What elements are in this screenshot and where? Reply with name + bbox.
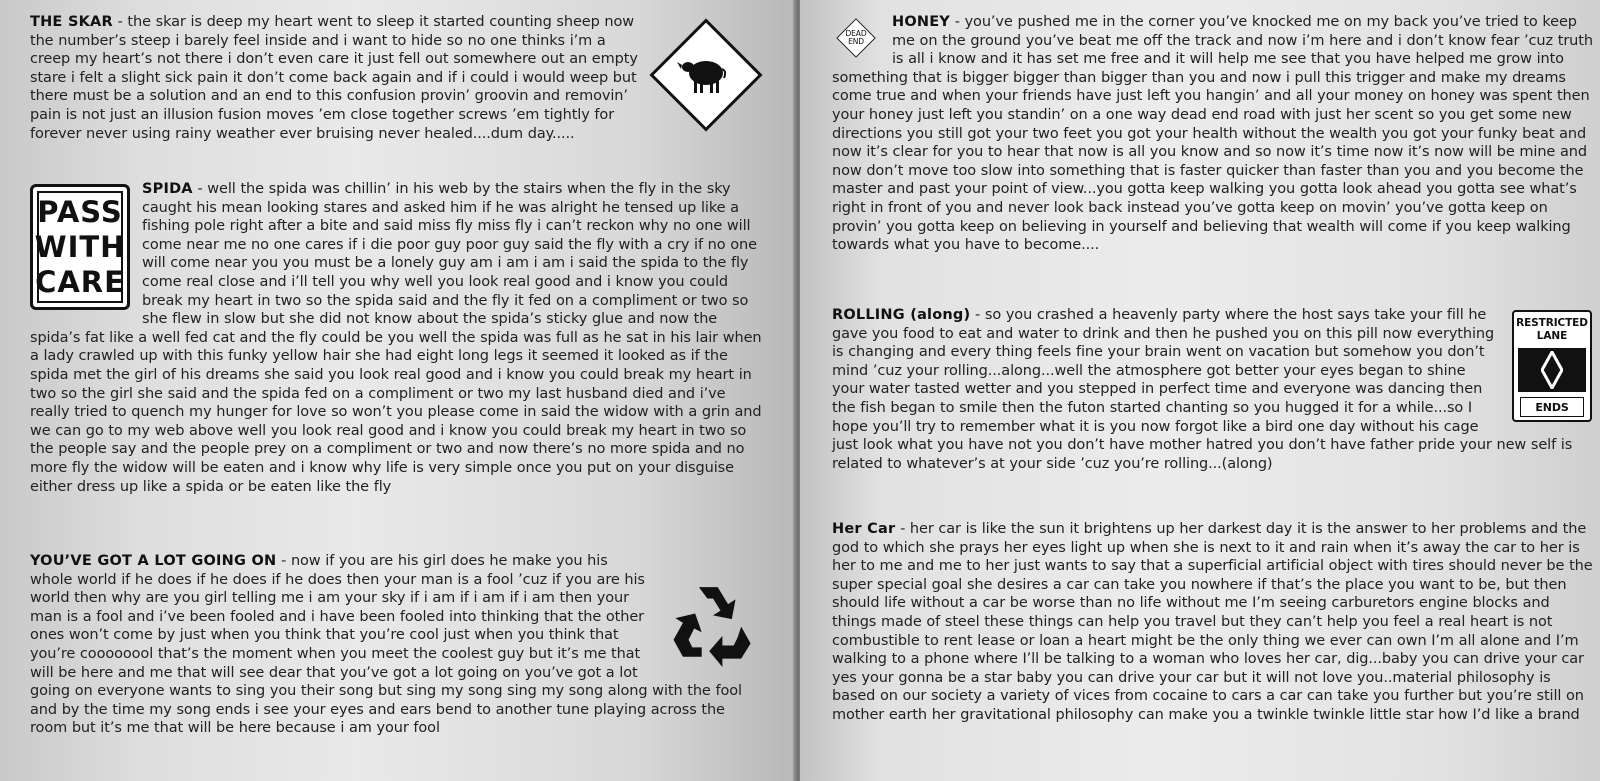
sheep-icon [676, 53, 736, 97]
song-title: YOU’VE GOT A LOT GOING ON [30, 553, 277, 569]
sign-line: LANE [1536, 330, 1568, 342]
song-spida: PASS WITH CARE SPIDA - well the spida was chillin’ in his web by the stairs when the fly in the sky caught his mean looking stares and asked him if he was alright he tensed up like a fishing pole right after a bite and said miss fly miss fly i can’t reckon why no one will come near me no one cares if i die poor guy poor guy said the fly with a cry if no one will come near you you must be a lonely guy am i am i am i said the spida to the fly come real close and i’ll tell you why well you look real good and i know you could break my heart in two so the spida said and the fly it fed on a compliment or two so she flew in slow but she did not know about the spida’s sticky glue and now the spida’s fat like a well fed cat and the fly could be you well the spida was full as he sat in his lair when a lady crawled up with this funky yellow hair she had eight long legs it seemed it looked as if the spida met the girl of his dreams she said you look real good and i know you could break my heart in two so the girl she said and the spida fed on a compliment or two my last husband died and i’ve really tried to quench my hunger for love so won’t you please come in said the widow with a grin and we can go to my web above well you look real good and i know you could break my heart in two so the people say and the people prey on a compliment or two and now there’s no more spida and no more fly the widow will be eaten and i know why life is very simple once you put on your disguise either dress up like a spida or be eaten like the fly [30, 181, 762, 495]
sign-line: RESTRICTED [1516, 317, 1588, 329]
song-title: THE SKAR [30, 14, 113, 30]
song-title: Her Car [832, 521, 896, 537]
song-lyrics: now if you are his girl does he make you his whole world if he does if he does if he does then your man is a fool ’cuz if you are his world then why are you girl telling me i am your sky if i am if i am if i am then your man is a fool and i’ve been fooled and i have been fooled into thinking that the other ones won’t come by just when you think that you’re cool just when you think that you’re coooooool that’s the moment when you meet the coolest guy but it’s me that will be here and me that will see dear that you’ve got a lot going on you’ve got a lot going on everyone wants to sing you their song but sing my song sing my song along with the fool and by the time my song ends i see your eyes and ears bend to another tune playing across the room but it’s me that will be here because i am your fool [30, 553, 742, 737]
recycle-symbol [648, 552, 760, 680]
song-her-car: Her Car - her car is like the sun it brightens up her darkest day it is the answer to her problems and the god to which she prays her eyes light up when she is next to it and rain when it’s away the car to her is her to me and me to her just wants to say that a superficial artificial object with tires should never be the super special goal she desires a car can take you nowhere if that’s the place you want to be, but then should life without a car be worse than no life without me I’m seeing carburetors engine blocks and things made of steel these things can help you travel but they can’t help you feel a real heart is not combustible to rent lease or loan a heart might be the only thing we ever can own I’m all alone and I’m walking to a phone where I’ll be talking to a woman who loves her car, dig...baby you can drive your car yes your gonna be a star baby you can drive your car but it will not love you..material philosophy is based on our society a variety of vices from cocaine to cars a car can take you further but you’re still on mother earth her gravitational philosophy can make you a twinkle twinkle little star how I’d like a brand [832, 521, 1593, 723]
dead-end-label [845, 30, 866, 46]
song-lyrics: you’ve pushed me in the corner you’ve knocked me on my back you’ve tried to keep me on the ground you’ve beat me off the track and now i’m here and i don’t know fear ’cuz truth is all i know and it has set me free and it will help me see that you have helped me grow into something that is bigger bigger than bigger than you and now i pull this trigger and make my dreams come true and when your friends have just left you hangin’ and all your money on honey was spent then your honey just left you standin’ on a one way dead end road with just her scent so you get some new directions you still got your two feet you got your health without the wealth you got your funky beat and now it’s clear for you to hear that now is all you know and so now it’s time now it’s now will be mine and now don’t move too slow into something that is faster quicker than faster than you and you become the master and past your point of view...you gotta keep walking you gotta look ahead you gotta see what’s right in front of you and never look back instead you’ve gotta keep on movin’ you’ve gotta keep on provin’ you gotta keep on believing in yourself and believing that wealth will come if you keep walking towards what you have to become.... [832, 14, 1593, 254]
sign-line: WITH [34, 229, 126, 264]
sign-line: END [848, 37, 864, 46]
ends-label: ENDS [1520, 397, 1584, 417]
song-title: SPIDA [142, 181, 193, 197]
song-lyrics: her car is like the sun it brightens up her darkest day it is the answer to her problems and the god to which she prays her eyes light up when she is next to it and rain when it’s away the car to her is her to me and me to her just wants to say that a superficial artificial object with tires should never be the super special goal she desires a car can take you nowhere if that’s the place you want to be, but then should life without a car be worse than no life without me I’m seeing carburetors engine blocks and things made of steel these things can help you travel but they can’t help you feel a real heart is not combustible to rent lease or loan a heart might be the only thing we ever can own I’m all alone and I’m walking to a phone where I’ll be talking to a woman who loves her car, dig...baby you can drive your car yes your gonna be a star baby you can drive your car but it will not love you..material philosophy is based on our society a variety of vices from cocaine to cars a car can take you further but you’re still on mother earth her gravitational philosophy can make you a twinkle twinkle little star how I’d like a brand [832, 521, 1593, 723]
song-title: HONEY [892, 14, 951, 30]
recycle-icon [666, 574, 760, 668]
song-lyrics: the skar is deep my heart went to sleep it started counting sheep now the number’s steep i barely feel inside and i want to hide so no one thinks i’m a creep my heart’s not there i don’t even care it just fell out somewhere out an empty stare i felt a slight sick pain it don’t come back again and if i could i would weep but there must be a solution and an end to this confusion provin’ groovin and removin’ pain is not just an illusion fusion moves ’em close together screws ’em tightly for forever never using rainy weather ever bruising never healed....dum day..... [30, 14, 638, 142]
sheep-crossing-sign [649, 18, 762, 131]
song-the-skar: THE SKAR - the skar is deep my heart went to sleep it started counting sheep now the number’s steep i barely feel inside and i want to hide so no one thinks i’m a creep my heart’s not there i don’t even care it just fell out somewhere out an empty stare i felt a slight sick pain it don’t come back again and if i could i would weep but there must be a solution and an end to this confusion provin’ groovin and removin’ pain is not just an illusion fusion moves ’em close together screws ’em tightly for forever never using rainy weather ever bruising never healed....dum day..... [30, 13, 778, 143]
song-youve-got-a-lot-going-on: YOU’VE GOT A LOT GOING ON - now if you are his girl does he make you his whole world if he does if he does if he does then your man is a fool ’cuz if you are his world then why are you girl telling me i am your sky if i am if i am if i am then your man is a fool and i’ve been fooled and i have been fooled into thinking that the other ones won’t come by just when you think that you’re cool just when you think that you’re coooooool that’s the moment when you meet the coolest guy but it’s me that will be here and me that will see dear that you’ve got a lot going on you’ve got a lot going on everyone wants to sing you their song but sing my song sing my song along with the fool and by the time my song ends i see your eyes and ears bend to another tune playing across the room but it’s me that will be here because i am your fool [30, 552, 760, 738]
restricted-lane-label [1514, 317, 1590, 343]
sign-line: DEAD [845, 29, 867, 38]
song-rolling-along: RESTRICTED LANE ENDS ROLLING (along) - so you crashed a heavenly party where the host says take your fill he gave you food to eat and water to drink and then he pushed you on this pill now everything is changing and every thing feels fine your brain went on vacation but somehow you don’t mind ’cuz your rolling...along...well the atmosphere got better your eyes began to shine your water tasted wetter and you stepped in perfect time and everyone was dancing then the fish began to smile then the futon started chanting so you hugged it for a while...so I hope you’ll try to remember what it is you now forgot like a bird one day without his cage just look what you have not you don’t have mother hatred you don’t have father pride your new self is related to whatever’s at your side ’cuz you’re rolling...(along) [832, 306, 1594, 473]
left-page [0, 0, 796, 781]
right-page [800, 0, 1600, 781]
song-title: ROLLING (along) [832, 307, 971, 323]
sign-line: CARE [35, 264, 125, 299]
song-lyrics: well the spida was chillin’ in his web by the stairs when the fly in the sky caught his mean looking stares and asked him if he was alright he tensed up like a fishing pole right after a bite and said miss fly miss fly i can’t reckon why no one will come near me no one cares if i die poor guy poor guy said the fly with a cry if no one will come near you you must be a lonely guy am i am i am i said the spida to the fly come real close and i’ll tell you why well you look real good and i know you could break my heart in two so the spida said and the fly it fed on a compliment or two so she flew in slow but she did not know about the spida’s sticky glue and now the spida’s fat like a well fed cat and the fly could be you well the spida was full as he sat in his lair when a lady crawled up with this funky yellow hair she had eight long legs it seemed it looked as if the spida met the girl of his dreams she said you look real good and i know you could break my heart in two so the girl she said and the spida fed on a compliment or two my last husband died and i’ve really tried to quench my hunger for love so won’t you please come in said the widow with a grin and we can go to my web above well you look real good and i know you could break my heart in two so the people say and the people prey on a compliment or two and now there’s no more spida and no more fly the widow will be eaten and i know why life is very simple once you put on your disguise either dress up like a spida or be eaten like the fly [30, 181, 762, 495]
restricted-lane-ends-sign [1512, 310, 1592, 422]
pass-with-care-sign [30, 184, 130, 310]
dead-end-sign [836, 18, 876, 58]
song-lyrics: so you crashed a heavenly party where the host says take your fill he gave you food to eat and water to drink and then he pushed you on this pill now everything is changing and every thing feels fine your brain went on vacation but somehow you don’t mind ’cuz your rolling...along...well the atmosphere got better your eyes began to shine your water tasted wetter and you stepped in perfect time and everyone was dancing then the fish began to smile then the futon started chanting so you hugged it for a while...so I hope you’ll try to remember what it is you now forgot like a bird one day without his cage just look what you have not you don’t have mother hatred you don’t have father pride your new self is related to whatever’s at your side ’cuz you’re rolling...(along) [832, 307, 1573, 472]
diamond-icon [1541, 351, 1563, 389]
sign-line: PASS [37, 194, 123, 229]
song-honey: DEAD END HONEY - you’ve pushed me in the corner you’ve knocked me on my back you’ve tried to keep me on the ground you’ve beat me off the track and now i’m here and i don’t know fear ’cuz truth is all i know and it has set me free and it will help me see that you have helped me grow into something that is bigger bigger than bigger than you and now i pull this trigger and make my dreams come true and when your friends have just left you hangin’ and all your money on honey was spent then your honey just left you standin’ on a one way dead end road with just her scent so you get some new directions you still got your two feet you got your health without the wealth you got your funky beat and now it’s clear for you to hear that now is all you know and so now it’s time now it’s now will be mine and now don’t move too slow into something that is faster quicker than faster than you and you become the master and past your point of view...you gotta keep walking you gotta look ahead you gotta see what’s right in front of you and never look back instead you’ve gotta keep on movin’ you’ve gotta keep on provin’ you gotta keep on believing in yourself and believing that wealth will come if you keep walking towards what you have to become.... [832, 14, 1593, 254]
diamond-panel [1518, 348, 1586, 392]
